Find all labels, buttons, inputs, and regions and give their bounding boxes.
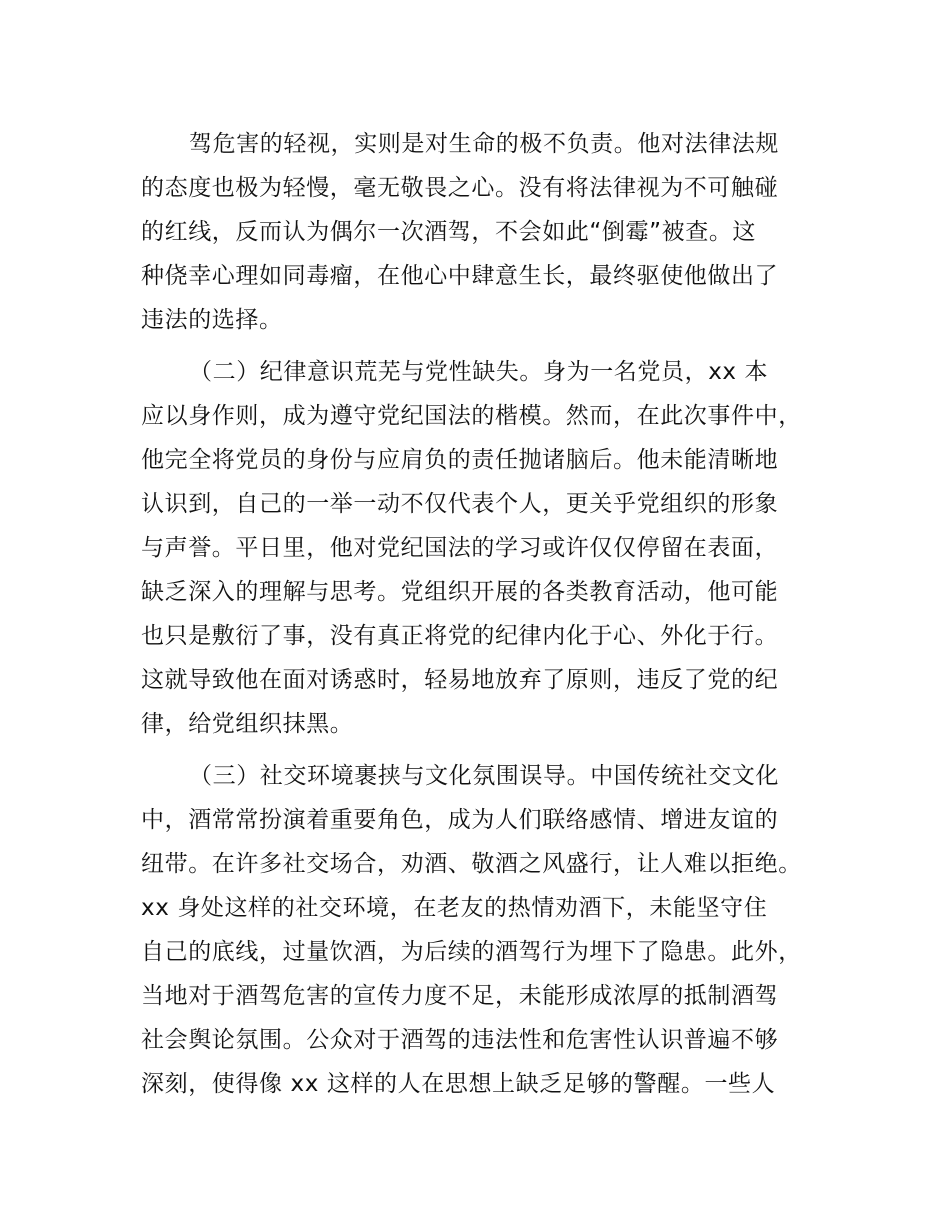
paragraph-section-2-discipline bbox=[141, 350, 821, 746]
text-line: 也只是敷衍了事，没有真正将党的纪律内化于心、外化于行。 bbox=[141, 623, 779, 649]
text-line: 与声誉。平日里，他对党纪国法的学习或许仅仅停留在表面， bbox=[141, 535, 779, 561]
text-line: 他完全将党员的身份与应肩负的责任抛诸脑后。他未能清晰地 bbox=[141, 447, 779, 473]
text-line: 律，给党组织抹黑。 bbox=[141, 711, 354, 737]
text-line: 社会舆论氛围。公众对于酒驾的违法性和危害性认识普遍不够 bbox=[141, 1027, 779, 1053]
document-body bbox=[141, 122, 821, 1106]
text-line: 缺乏深入的理解与思考。党组织开展的各类教育活动，他可能 bbox=[141, 579, 779, 605]
text-line: 的红线，反而认为偶尔一次酒驾，不会如此“倒霉”被查。这 bbox=[141, 219, 757, 245]
text-line: 驾危害的轻视，实则是对生命的极不负责。他对法律法规 bbox=[189, 131, 779, 157]
text-line: 这就导致他在面对诱惑时，轻易地放弃了原则，违反了党的纪 bbox=[141, 667, 779, 693]
text-line: 认识到，自己的一举一动不仅代表个人，更关乎党组织的形象 bbox=[141, 491, 779, 517]
text-line: 的态度也极为轻慢，毫无敬畏之心。没有将法律视为不可触碰 bbox=[141, 175, 779, 201]
text-line: 种侥幸心理如同毒瘤，在他心中肆意生长，最终驱使他做出了 bbox=[141, 263, 779, 289]
text-line: xx 身处这样的社交环境，在老友的热情劝酒下，未能坚守住 bbox=[141, 895, 768, 921]
text-line: 应以身作则，成为遵守党纪国法的楷模。然而，在此次事件中， bbox=[141, 403, 802, 429]
paragraph-continuation bbox=[141, 122, 821, 342]
text-line: 纽带。在许多社交场合，劝酒、敬酒之风盛行，让人难以拒绝。 bbox=[141, 851, 802, 877]
section-heading-line: （三）社交环境裹挟与文化氛围误导。中国传统社交文化 bbox=[189, 763, 779, 789]
text-line: 违法的选择。 bbox=[141, 307, 283, 333]
section-heading-line: （二）纪律意识荒芜与党性缺失。身为一名党员，xx 本 bbox=[189, 359, 769, 385]
text-line: 自己的底线，过量饮酒，为后续的酒驾行为埋下了隐患。此外， bbox=[141, 939, 802, 965]
paragraph-section-3-social-environment bbox=[141, 754, 821, 1106]
text-line: 当地对于酒驾危害的宣传力度不足，未能形成浓厚的抵制酒驾 bbox=[141, 983, 779, 1009]
text-line: 中，酒常常扮演着重要角色，成为人们联络感情、增进友谊的 bbox=[141, 807, 779, 833]
text-line: 深刻，使得像 xx 这样的人在思想上缺乏足够的警醒。一些人 bbox=[141, 1071, 776, 1097]
